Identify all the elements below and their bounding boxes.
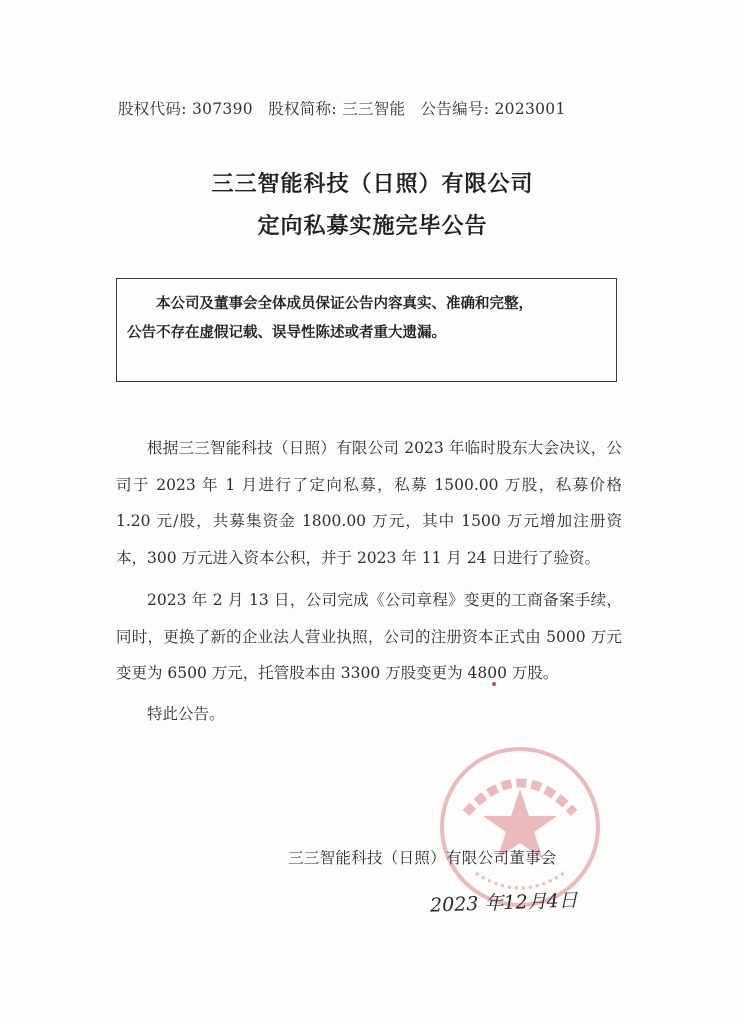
body-paragraph-2: 2023 年 2 月 13 日，公司完成《公司章程》变更的工商备案手续，同时，更换了新的企业法人营业执照，公司的注册资本正式由 5000 万元变更为 6500 万元，托管股本由 3300 万股变更为 4800 万股。 (116, 591, 622, 682)
announcement-body (116, 430, 622, 732)
document-title-line1: 三三智能科技（日照）有限公司 (211, 172, 534, 197)
stock-code: 股权代码: 307390 (118, 100, 253, 118)
notice-number: 公告编号: 2023001 (420, 100, 566, 118)
disclaimer-line2: 公告不存在虚假记载、误导性陈述或者重大遗漏。 (127, 325, 446, 341)
document-title-line2: 定向私募实施完毕公告 (257, 214, 488, 239)
signature-date: 2023 年12月4日 (429, 889, 579, 917)
disclaimer-line1: 本公司及董事会全体成员保证公告内容真实、准确和完整， (156, 296, 533, 312)
stock-abbreviation: 股权简称: 三三智能 (268, 100, 406, 118)
company-seal-icon (436, 743, 604, 911)
ink-dot (492, 682, 496, 686)
body-paragraph-1: 根据三三智能科技（日照）有限公司 2023 年临时股东大会决议，公司于 2023 年 1 月进行了定向私募，私募 1500.00 万股，私募价格 1.20 元/股，共募集资金 1800.00 万元，其中 1500 万元增加注册资本，300 万元进入资本公积，并于 2023 年 11 月 24 日进行了验资。 (116, 439, 622, 567)
closing-text: 特此公告。 (147, 704, 225, 723)
signature-board: 三三智能科技（日照）有限公司董事会 (288, 849, 557, 867)
disclaimer-box (116, 278, 617, 382)
header-info (118, 97, 576, 119)
